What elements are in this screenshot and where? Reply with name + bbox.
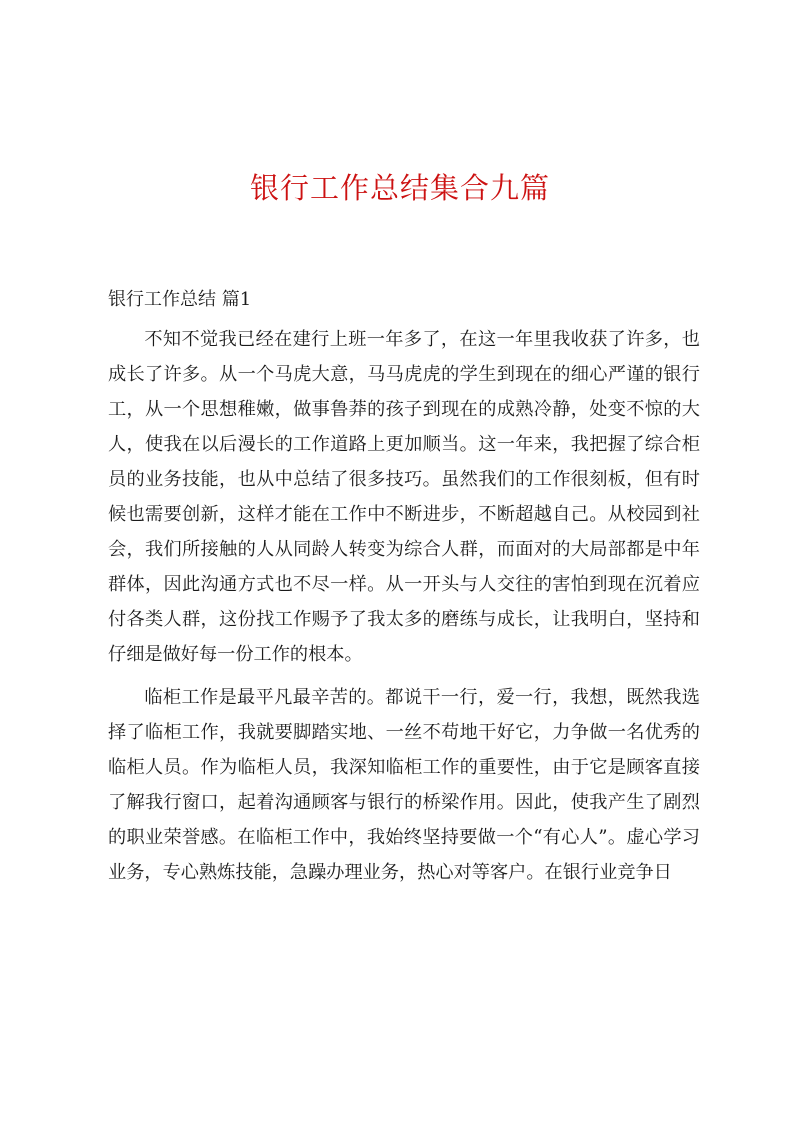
paragraph: 临柜工作是最平凡最辛苦的。都说干一行，爱一行，我想，既然我选择了临柜工作，我就要脚踏实地、一丝不苟地干好它，力争做一名优秀的临柜人员。作为临柜人员，我深知临柜工作的重要性，由于它是顾客直接了解我行窗口，起着沟通顾客与银行的桥梁作用。因此，使我产生了剧烈的职业荣誉感。在临柜工作中，我始终坚持要做一个“有心人”。虚心学习业务，专心熟炼技能，急躁办理业务，热心对等客户。在银行业竞争日 — [108, 687, 700, 883]
document-body — [108, 322, 700, 898]
paragraph: 不知不觉我已经在建行上班一年多了，在这一年里我收获了许多，也成长了许多。从一个马虎大意，马马虎虎的学生到现在的细心严谨的银行工，从一个思想稚嫩，做事鲁莽的孩子到现在的成熟冷静，处变不惊的大人，使我在以后漫长的工作道路上更加顺当。这一年来，我把握了综合柜员的业务技能，也从中总结了很多技巧。虽然我们的工作很刻板，但有时候也需要创新，这样才能在工作中不断进步，不断超越自己。从校园到社会，我们所接触的人从同龄人转变为综合人群，而面对的大局部都是中年群体，因此沟通方式也不尽一样。从一开头与人交往的害怕到现在沉着应付各类人群，这份找工作赐予了我太多的磨练与成长，让我明白，坚持和仔细是做好每一份工作的根本。 — [108, 329, 700, 665]
document-title: 银行工作总结集合九篇 — [249, 171, 550, 205]
section-heading: 银行工作总结 篇1 — [108, 289, 252, 310]
